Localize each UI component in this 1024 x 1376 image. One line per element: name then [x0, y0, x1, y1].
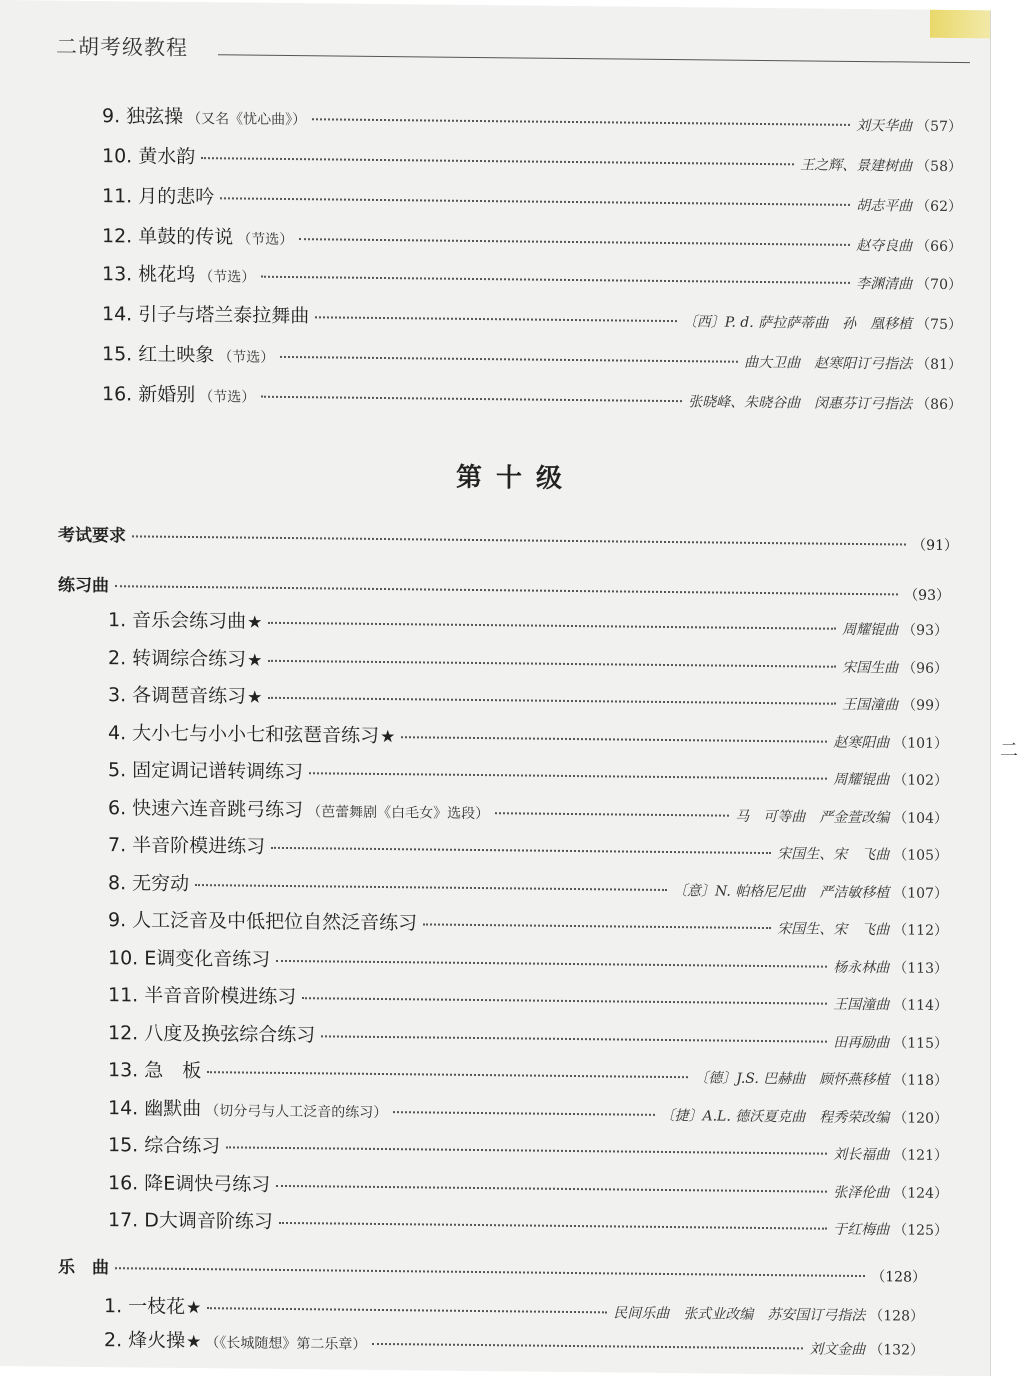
entry-credit: 赵寒阳曲 [833, 734, 890, 751]
page-number: （107） [893, 884, 948, 902]
entry-credit: 胡志平曲 [856, 197, 913, 215]
toc-entry[interactable] [108, 905, 948, 940]
page-number: （66） [916, 238, 962, 256]
entry-credit: 〔德〕J.S. 巴赫曲 顾怀燕移植 [694, 1070, 890, 1089]
toc-entry[interactable] [108, 1130, 948, 1165]
star-mark: ★ [380, 726, 396, 747]
toc-entry[interactable] [108, 980, 948, 1015]
level-ten-heading: 第十级 [456, 462, 577, 495]
toc-entry[interactable] [108, 718, 948, 753]
entry-title: 4. 大小七与小小七和弦琶音练习 [108, 721, 380, 747]
section-label: 乐 曲 [58, 1257, 109, 1279]
page-number: （128） [869, 1308, 924, 1325]
entry-title: 7. 半音阶模进练习 [108, 834, 266, 858]
adjacent-page-fragment: 二 [1000, 740, 1018, 761]
entry-credit: 刘文金曲 [809, 1341, 866, 1359]
toc-entry[interactable] [108, 605, 948, 640]
toc-entry[interactable] [104, 1291, 924, 1326]
page-number: （70） [916, 276, 962, 294]
entry-title: 15. 综合练习 [108, 1134, 221, 1158]
leader-dots [132, 535, 906, 545]
entry-note: （节选） [199, 269, 256, 286]
star-mark: ★ [186, 1297, 202, 1319]
leader-dots [276, 958, 827, 967]
entry-credit: 〔意〕N. 帕格尼尼曲 严洁敏移植 [673, 882, 890, 901]
entry-credit: 于红梅曲 [833, 1221, 890, 1239]
leader-dots [495, 811, 729, 816]
toc-entry[interactable] [108, 868, 948, 903]
leader-dots [309, 771, 827, 779]
toc-entry[interactable] [102, 379, 962, 414]
leader-dots [195, 883, 667, 891]
entry-credit: 赵夺良曲 [856, 237, 913, 255]
section-heading[interactable] [58, 571, 950, 605]
star-mark: ★ [247, 687, 263, 708]
page-number: （105） [893, 847, 948, 864]
page-number: （124） [893, 1184, 948, 1202]
entry-title: 2. 烽火操 [104, 1329, 186, 1352]
entry-credit: 李渊清曲 [856, 275, 913, 293]
running-head: 二胡考级教程 [56, 34, 188, 60]
section-heading[interactable] [58, 521, 958, 555]
entry-credit: 周耀锟曲 [842, 621, 899, 639]
page-number: （81） [916, 356, 962, 374]
entry-credit: 田再励曲 [833, 1034, 890, 1051]
leader-dots [312, 117, 850, 126]
page-number: （112） [893, 922, 948, 939]
page-number: （128） [871, 1269, 926, 1286]
entry-note: （节选） [237, 231, 294, 249]
entry-title: 1. 音乐会练习曲 [108, 609, 247, 633]
entry-title: 16. 降E调快弓练习 [108, 1171, 271, 1196]
leader-dots [226, 1145, 827, 1154]
page-number: （121） [893, 1147, 948, 1164]
leader-dots [220, 196, 850, 206]
entry-credit: 〔西〕P. d. 萨拉萨蒂曲 孙 凰移植 [682, 314, 913, 333]
toc-entry[interactable] [108, 1093, 948, 1128]
entry-credit: 宋国生、宋 飞曲 [777, 921, 890, 939]
leader-dots [401, 735, 827, 742]
toc-entry[interactable] [102, 181, 962, 216]
entry-title: 1. 一枝花 [104, 1295, 186, 1318]
page-number: （118） [893, 1072, 948, 1089]
leader-dots [115, 1267, 865, 1277]
entry-note: （又名《忧心曲》） [187, 110, 307, 129]
star-mark: ★ [247, 650, 263, 671]
page-number: （125） [893, 1222, 948, 1239]
entry-title: 8. 无穷动 [108, 871, 190, 895]
entry-title: 10. E调变化音练习 [108, 946, 271, 971]
leader-dots [321, 1034, 827, 1042]
entry-title: 2. 转调综合练习 [108, 646, 247, 671]
page-number: （132） [869, 1342, 924, 1359]
page-number: （102） [893, 772, 948, 789]
leader-dots [393, 1110, 654, 1116]
section-label: 练习曲 [58, 575, 109, 597]
entry-title: 11. 半音音阶模进练习 [108, 984, 297, 1009]
toc-entry[interactable] [108, 755, 948, 790]
entry-credit: 杨永林曲 [833, 959, 890, 976]
toc-entry[interactable] [102, 299, 962, 334]
leader-dots [299, 237, 850, 246]
leader-dots [302, 996, 827, 1004]
toc-entry[interactable] [102, 221, 962, 256]
entry-title: 6. 快速六连音跳弓练习 [108, 796, 304, 821]
leader-dots [423, 922, 771, 929]
entry-credit: 刘天华曲 [856, 117, 913, 135]
leader-dots [268, 696, 836, 705]
toc-entry[interactable] [108, 680, 948, 715]
entry-credit: 张晓峰、朱晓谷曲 闵惠芬订弓指法 [688, 394, 913, 413]
toc-entry[interactable] [108, 1018, 948, 1053]
entry-title: 3. 各调琶音练习 [108, 684, 247, 708]
toc-entry[interactable] [104, 1325, 924, 1360]
page-number: （104） [893, 809, 948, 827]
entry-credit: 王国潼曲 [842, 696, 899, 714]
leader-dots [207, 1306, 607, 1313]
leader-dots [261, 275, 850, 284]
toc-entry[interactable] [108, 1055, 948, 1090]
leader-dots [261, 395, 682, 402]
page-number: （120） [893, 1109, 948, 1127]
toc-entry[interactable] [108, 793, 948, 828]
entry-title: 11. 月的悲吟 [102, 185, 215, 209]
entry-credit: 刘长福曲 [833, 1146, 890, 1164]
entry-title: 12. 单鼓的传说 [102, 225, 234, 249]
entry-title: 10. 黄水韵 [102, 145, 196, 169]
leader-dots [372, 1342, 803, 1350]
page-number: （91） [912, 537, 958, 555]
leader-dots [271, 846, 771, 854]
entry-credit: 〔捷〕A.L. 德沃夏克曲 程秀荣改编 [660, 1107, 890, 1126]
leader-dots [201, 156, 794, 165]
toc-entry[interactable] [102, 339, 962, 374]
entry-title: 5. 固定调记谱转调练习 [108, 759, 304, 784]
page-number: （62） [916, 198, 962, 216]
entry-credit: 宋国生、宋 飞曲 [777, 846, 890, 864]
toc-entry[interactable] [102, 101, 962, 136]
section-heading[interactable] [58, 1253, 926, 1287]
toc-entry[interactable] [102, 141, 962, 176]
section-label: 考试要求 [58, 525, 126, 547]
entry-credit: 宋国生曲 [842, 659, 899, 676]
leader-dots [279, 1221, 827, 1230]
leader-dots [276, 1183, 827, 1192]
leader-dots [268, 621, 836, 630]
page-number: （57） [916, 118, 962, 136]
entry-title: 14. 引子与塔兰泰拉舞曲 [102, 303, 310, 328]
entry-credit: 王之辉、景建树曲 [800, 157, 913, 175]
page-number: （101） [893, 734, 948, 752]
leader-dots [115, 585, 898, 595]
toc-entry[interactable] [108, 1168, 948, 1203]
entry-note: （《长城随想》第二乐章） [205, 1335, 367, 1353]
page-corner-tab [930, 10, 990, 39]
entry-title: 17. D大调音阶练习 [108, 1209, 273, 1233]
entry-note: （节选） [199, 389, 256, 406]
entry-note: （芭蕾舞剧《白毛女》选段） [307, 803, 490, 822]
star-mark: ★ [186, 1331, 202, 1353]
entry-note: （节选） [218, 349, 275, 366]
leader-dots [207, 1070, 688, 1078]
entry-credit: 周耀锟曲 [833, 771, 890, 789]
toc-entry[interactable] [108, 830, 948, 865]
entry-credit: 王国潼曲 [833, 996, 890, 1014]
entry-title: 16. 新婚别 [102, 383, 196, 407]
toc-entry[interactable] [108, 643, 948, 678]
toc-entry[interactable] [108, 943, 948, 978]
entry-title: 12. 八度及换弦综合练习 [108, 1021, 316, 1046]
entry-title: 9. 独弦操 [102, 105, 184, 128]
page-number: （114） [893, 997, 948, 1014]
toc-entry[interactable] [108, 1205, 948, 1240]
entry-credit: 张泽伦曲 [833, 1184, 890, 1201]
leader-dots [315, 315, 677, 322]
page-number: （93） [902, 622, 948, 639]
page-number: （96） [902, 659, 948, 677]
entry-title: 13. 桃花坞 [102, 263, 196, 287]
entry-credit: 曲大卫曲 赵寒阳订弓指法 [744, 354, 913, 373]
entry-title: 15. 红土映象 [102, 343, 215, 367]
header-rule [218, 54, 970, 63]
entry-credit: 民间乐曲 张式业改编 苏安国订弓指法 [613, 1305, 866, 1325]
page-number: （75） [916, 316, 962, 334]
page-number: （113） [893, 959, 948, 977]
leader-dots [268, 658, 836, 667]
star-mark: ★ [247, 612, 263, 633]
entry-title: 9. 人工泛音及中低把位自然泛音练习 [108, 909, 418, 935]
page-number: （93） [904, 587, 950, 604]
entry-credit: 马 可等曲 严金萱改编 [735, 808, 890, 826]
page-number: （99） [902, 697, 948, 714]
entry-title: 13. 急 板 [108, 1059, 202, 1083]
page-number: （115） [893, 1034, 948, 1052]
toc-entry[interactable] [102, 259, 962, 294]
page-number: （58） [916, 158, 962, 176]
entry-title: 14. 幽默曲 [108, 1096, 202, 1120]
page-number: （86） [916, 396, 962, 414]
leader-dots [280, 355, 738, 363]
entry-note: （切分弓与人工泛音的练习） [205, 1102, 388, 1121]
